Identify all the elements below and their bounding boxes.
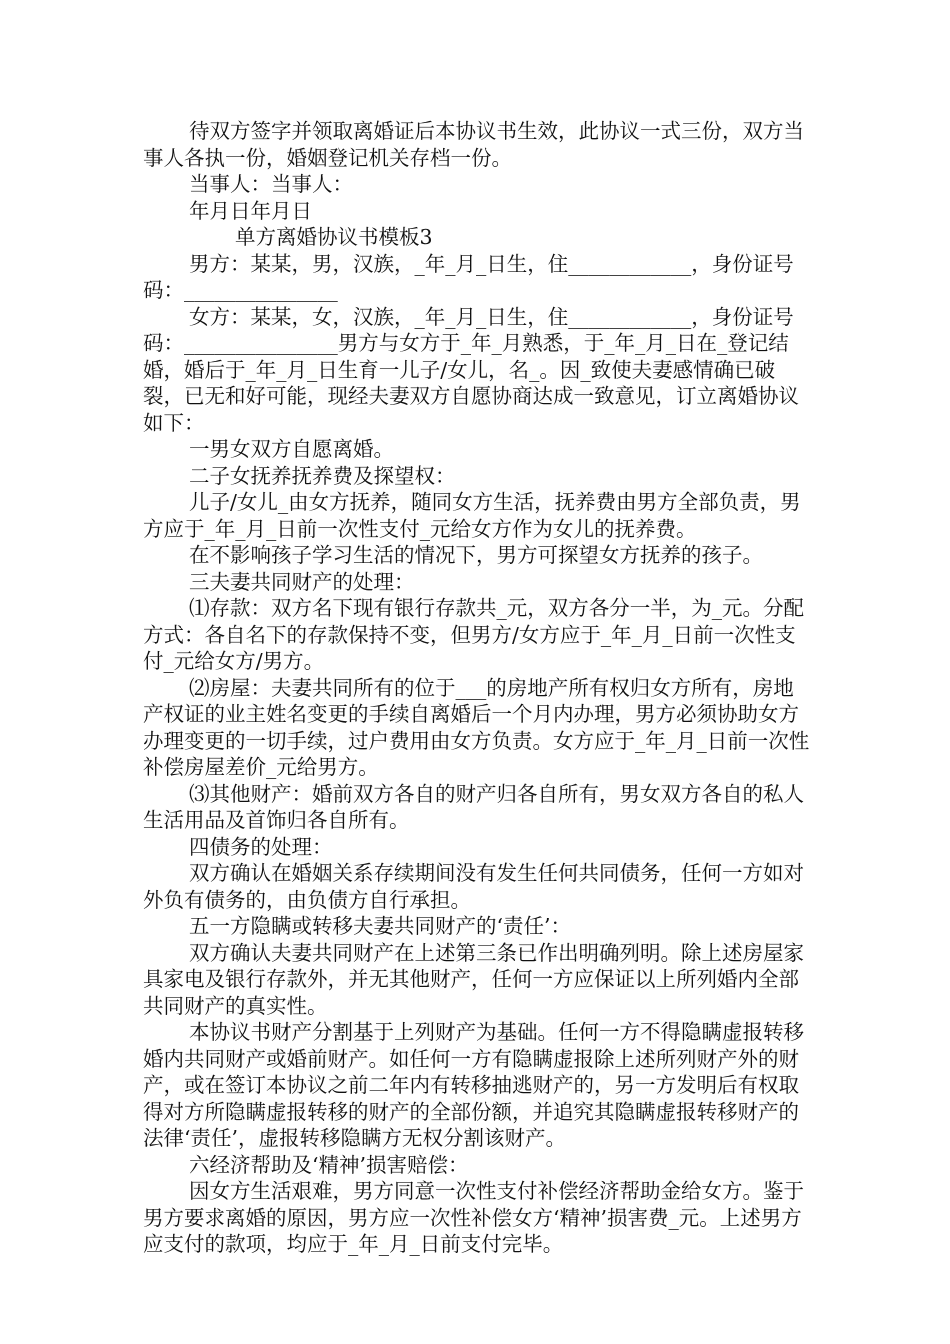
paragraph-parties-signature: 当事人：当事人： [189, 172, 353, 196]
paragraph-deposits: ⑴存款：双方名下现有银行存款共_元，双方各分一半，为_元。分配方式：各自名下的存款保持不变，但男方/女方应于_年_月_日前一次性支付_元给女方/男方。 [143, 596, 804, 673]
section-heading-1: 一男女双方自愿离婚。 [189, 437, 394, 461]
paragraph-visitation: 在不影响孩子学习生活的情况下，男方可探望女方抚养的孩子。 [189, 543, 763, 567]
paragraph-compensation: 因女方生活艰难，男方同意一次性支付补偿经济帮助金给女方。鉴于男方要求离婚的原因，男方应一次性补偿女方‘精神’损害费_元。上述男方应支付的款项，均应于_年_月_日前支付完毕。 [143, 1179, 804, 1256]
paragraph-house: ⑵房屋：夫妻共同所有的位于___的房地产所有权归女方所有，房地产权证的业主姓名变更的手续自离婚后一个月内办理，男方必须协助女方办理变更的一切手续，过户费用由女方负责。女方应于_年_月_日前一次性补偿房屋差价_元给男方。 [143, 675, 810, 779]
document-title: 单方离婚协议书模板3 [235, 225, 433, 249]
paragraph-other-property: ⑶其他财产：婚前双方各自的财产归各自所有，男女双方各自的私人生活用品及首饰归各自所有。 [143, 781, 804, 832]
paragraph-female-party: 女方：某某，女，汉族，_年_月_日生，住____________，身份证号码：_______________男方与女方于_年_月熟悉，于_年_月_日在_登记结婚，婚后于_年_月_日生育一儿子/女儿，名_。因_致使夫妻感情确已破裂，已无和好可能，现经夫妻双方自愿协商达成一致意见，订立离婚协议如下： [143, 304, 799, 435]
section-heading-6: 六经济帮助及‘精神’损害赔偿： [189, 1152, 469, 1177]
section-heading-5: 五一方隐瞒或转移夫妻共同财产的‘责任’： [189, 914, 572, 938]
section-heading-4: 四债务的处理： [189, 834, 333, 859]
section-heading-3: 三夫妻共同财产的处理： [189, 569, 415, 594]
paragraph-concealment-penalty: 本协议书财产分割基于上列财产为基础。任何一方不得隐瞒虚报转移婚内共同财产或婚前财产。如任何一方有隐瞒虚报除上述所列财产外的财产，或在签订本协议之前二年内有转移抽逃财产的，另一方发明后有权取得对方所隐瞒虚报转移的财产的全部份额，并追究其隐瞒虚报转移财产的法律‘责任’，虚报转移隐瞒方无权分割该财产。 [143, 1020, 804, 1150]
paragraph-child-custody: 儿子/女儿_由女方抚养，随同女方生活，抚养费由男方全部负责，男方应于_年_月_日前一次性支付_元给女方作为女儿的抚养费。 [143, 490, 801, 541]
paragraph-signature-dates: 年月日年月日 [189, 198, 312, 223]
paragraph-debts: 双方确认在婚姻关系存续期间没有发生任何共同债务，任何一方如对外负有债务的，由负债方自行承担。 [143, 861, 804, 912]
section-heading-2: 二子女抚养抚养费及探望权： [189, 463, 456, 488]
paragraph-male-party: 男方：某某，男，汉族，_年_月_日生，住____________，身份证号码：_______________ [143, 251, 794, 302]
document-body [143, 118, 813, 1258]
paragraph-property-confirmation: 双方确认夫妻共同财产在上述第三条已作出明确列明。除上述房屋家具家电及银行存款外，并无其他财产，任何一方应保证以上所列婚内全部共同财产的真实性。 [143, 940, 804, 1018]
paragraph-effect-clause: 待双方签字并领取离婚证后本协议书生效，此协议一式三份，双方当事人各执一份，婚姻登记机关存档一份。 [143, 119, 804, 170]
